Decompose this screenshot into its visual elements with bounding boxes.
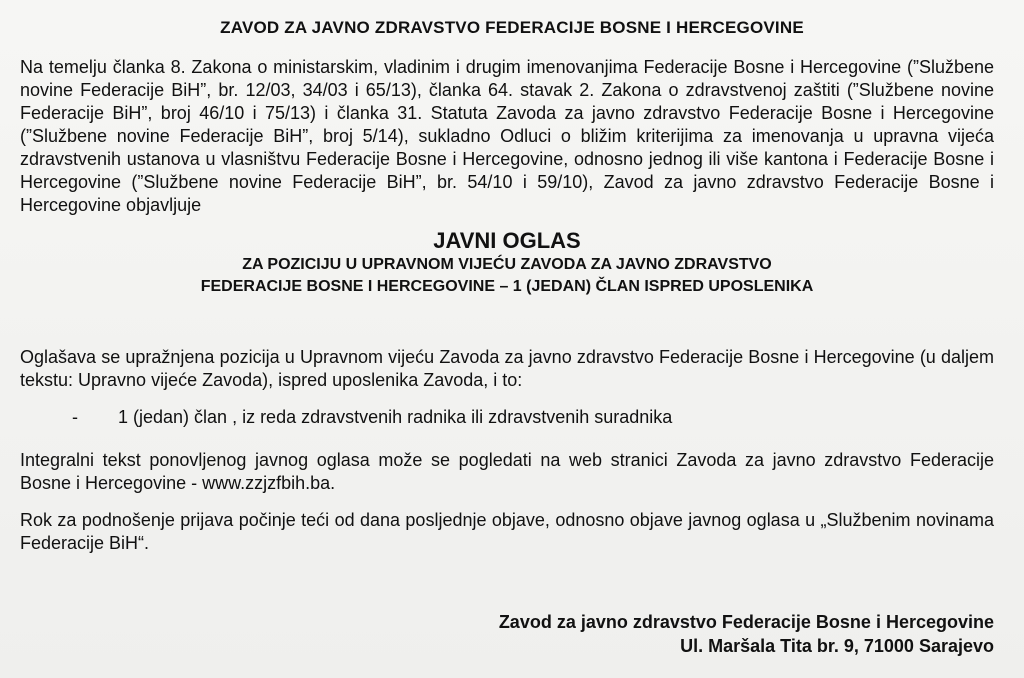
integral-text-paragraph: Integralni tekst ponovljenog javnog oglasa može se pogledati na web stranici Zavoda za javno zdravstvo Federacije Bosne i Hercegovine - www.zzjzfbih.ba. [20,450,994,493]
vacancy-announcement-paragraph: Oglašava se upražnjena pozicija u Upravnom vijeću Zavoda za javno zdravstvo Federacije Bosne i Hercegovine (u daljem tekstu: Upravno vijeće Zavoda), ispred uposlenika Zavoda, i to: [20,347,994,390]
footer-organization: Zavod za javno zdravstvo Federacije Bosne i Hercegovine [498,612,994,632]
signature-block [499,610,994,658]
footer-address: Ul. Maršala Tita br. 9, 71000 Sarajevo [680,636,994,656]
notice-title: JAVNI OGLAS [433,228,581,253]
list-dash: - [72,407,78,427]
issuer-header: ZAVOD ZA JAVNO ZDRAVSTVO FEDERACIJE BOSNE I HERCEGOVINE [220,18,804,37]
deadline-paragraph: Rok za podnošenje prijava počinje teći od dana posljednje objave, odnosno objave javnog oglasa u „Službenim novinama Federacije BiH“. [20,510,994,553]
notice-subtitle-line-2: FEDERACIJE BOSNE I HERCEGOVINE – 1 (JEDAN) ČLAN ISPRED UPOSLENIKA [200,278,814,295]
notice-subtitle-line-1: ZA POZICIJU U UPRAVNOM VIJEĆU ZAVODA ZA JAVNO ZDRAVSTVO [242,256,772,273]
vacancy-list-item-text: 1 (jedan) član , iz reda zdravstvenih radnika ili zdravstvenih suradnika [118,407,673,427]
vacancy-list-item [20,406,994,429]
legal-basis-paragraph: Na temelju članka 8. Zakona o ministarskim, vladinim i drugim imenovanjima Federacije Bosne i Hercegovine (”Službene novine Federacije BiH”, br. 12/03, 34/03 i 65/13), članka 64. stavak 2. Zakona o zdravstvenoj zaštiti (”Službene novine Federacije BiH”, broj 46/10 i 75/13) i članka 31. Statuta Zavoda za javno zdravstvo Federacije Bosne i Hercegovine (”Službene novine Federacije BiH”, broj 5/14), sukladno Odluci o bližim kriterijima za imenovanja u upravna vijeća zdravstvenih ustanova u vlasništvu Federacije Bosne i Hercegovine, odnosno jednog ili više kantona i Federacije Bosne i Hercegovine (”Službene novine Federacije BiH”, br. 54/10 i 59/10), Zavod za javno zdravstvo Federacije Bosne i Hercegovine objavljuje [20,57,994,215]
